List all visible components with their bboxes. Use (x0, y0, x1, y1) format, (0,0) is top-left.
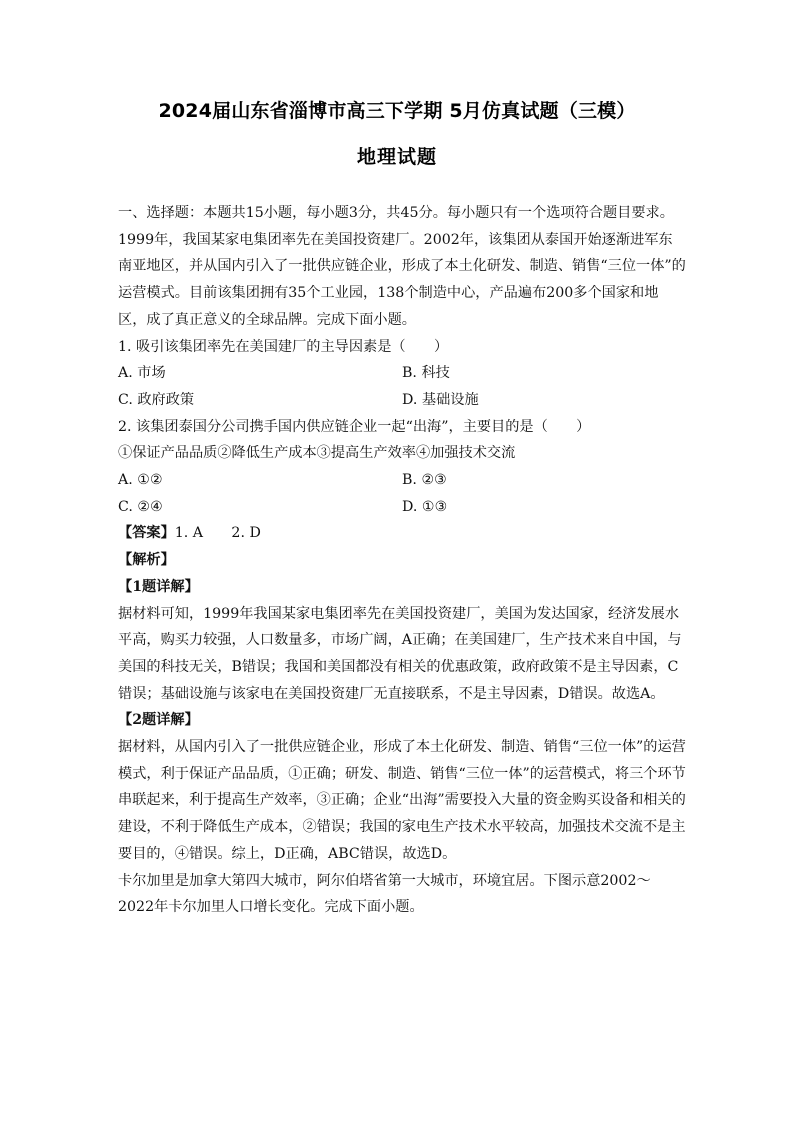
q1-option-c: C. 政府政策 (118, 391, 195, 408)
detail-2-text: 据材料，从国内引入了一批供应链企业，形成了本土化研发、制造、销售“三位一体”的运营模式，利于保证产品品质，①正确；研发、制造、销售“三位一体”的运营模式，将三个环节串联起来，利于提高生产效率，③正确；企业“出海”需要投入大量的资金购买设备和相关的建设，不利于降低生产成本，②错误；我国的家电生产技术水平较高，加强技术交流不是主要目的，④错误。综上，D正确，ABC错误，故选D。 (118, 739, 686, 862)
question-1-options-row-1 (118, 360, 686, 387)
q2-option-b: B. ②③ (402, 472, 447, 489)
detail-1-label: 【1题详解】 (118, 578, 199, 595)
detail-2-label: 【2题详解】 (118, 712, 199, 729)
section-header: 一、选择题：本题共15小题，每小题3分，共45分。每小题只有一个选项符合题目要求。 (118, 205, 674, 221)
question-1-stem: 1. 吸引该集团率先在美国建厂的主导因素是（ ） (118, 338, 449, 355)
passage-1: 1999年，我国某家电集团率先在美国投资建厂。2002年，该集团从泰国开始逐渐进军东南亚地区，并从国内引入了一批供应链企业，形成了本土化研发、制造、销售“三位一体”的运营模式。目前该集团拥有35个工业园，138个制造中心，产品遍布200多个国家和地区，成了真正意义的全球品牌。完成下面小题。 (118, 231, 686, 328)
answer-line (118, 520, 686, 547)
document-subtitle: 地理试题 (356, 146, 437, 168)
question-2-stem: 2. 该集团泰国分公司携手国内供应链企业一起“出海”，主要目的是（ ） (118, 418, 591, 435)
answer-label: 【答案】 (118, 525, 175, 542)
q2-option-d: D. ①③ (402, 498, 448, 515)
q1-option-d: D. 基础设施 (402, 391, 479, 408)
answer-text: 1. A 2. D (174, 525, 261, 542)
question-2-options-row-2 (118, 494, 686, 521)
question-2-options-row-1 (118, 467, 686, 494)
q2-option-c: C. ②④ (118, 498, 163, 515)
analysis-label: 【解析】 (118, 552, 175, 569)
q2-option-a: A. ①② (118, 472, 163, 489)
question-2-statements: ①保证产品品质②降低生产成本③提高生产效率④加强技术交流 (118, 445, 516, 462)
document-title: 2024届山东省淄博市高三下学期 5月仿真试题（三模） (158, 100, 636, 122)
passage-2: 卡尔加里是加拿大第四大城市，阿尔伯塔省第一大城市，环境宜居。下图示意2002～2022年卡尔加里人口增长变化。完成下面小题。 (118, 872, 651, 916)
q1-option-a: A. 市场 (118, 365, 166, 382)
document-body (118, 200, 686, 921)
question-1-options-row-2 (118, 387, 686, 414)
detail-1-text: 据材料可知，1999年我国某家电集团率先在美国投资建厂，美国为发达国家，经济发展水平高，购买力较强，人口数量多，市场广阔，A正确；在美国建厂，生产技术来自中国，与美国的科技无关，B错误；我国和美国都没有相关的优惠政策，政府政策不是主导因素，C错误；基础设施与该家电在美国投资建厂无直接联系，不是主导因素，D错误。故选A。 (118, 605, 682, 702)
q1-option-b: B. 科技 (402, 365, 450, 382)
